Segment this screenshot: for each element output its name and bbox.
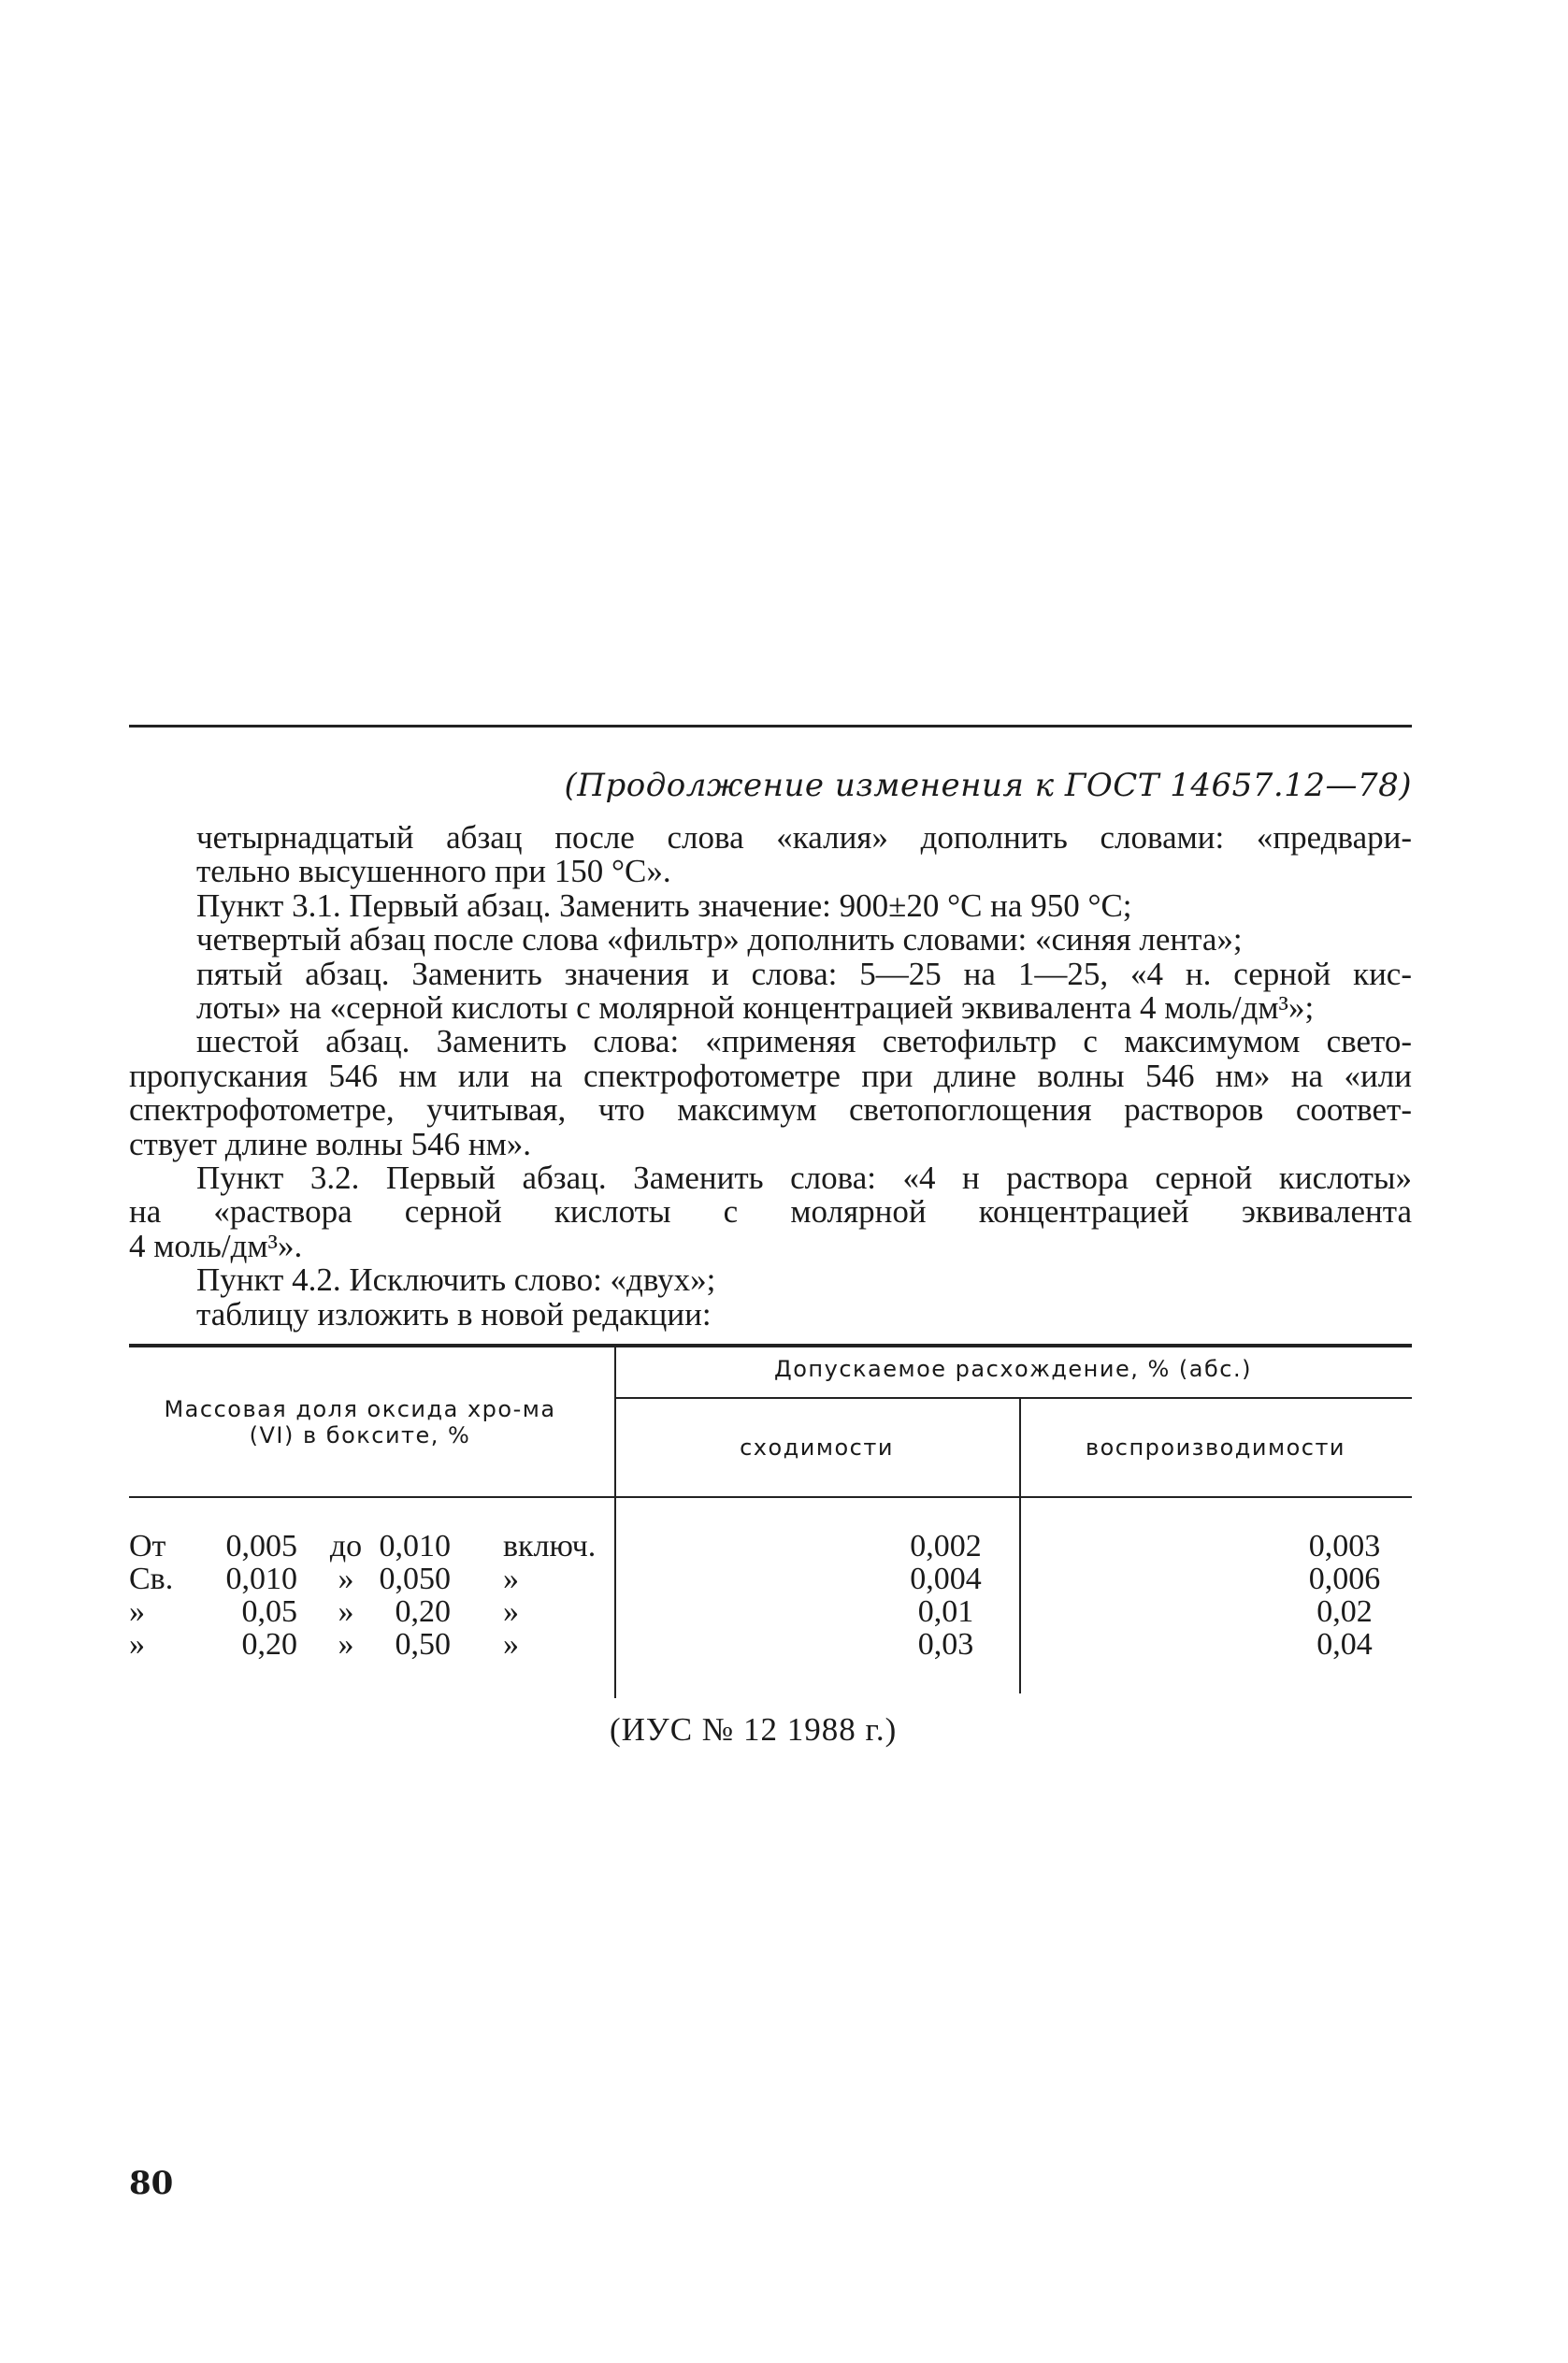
range-to: 0,20 (395, 1594, 451, 1629)
table-body (129, 1530, 1412, 1661)
range-prefix: От (129, 1529, 166, 1563)
range-prefix: » (129, 1627, 145, 1662)
text-line: на «раствора серной кислоты с молярной концентрацией эквивалента (129, 1193, 1412, 1231)
range-from: 0,005 (225, 1529, 297, 1563)
range-prefix: Св. (129, 1562, 174, 1596)
table-row (129, 1595, 1412, 1628)
range-connector: » (338, 1627, 354, 1662)
text-line: Пункт 3.2. Первый абзац. Заменить слова: «4 н раствора серной кислоты» (196, 1160, 1412, 1197)
range-suffix: » (503, 1627, 519, 1662)
source-reference: (ИУС № 12 1988 г.) (610, 1711, 898, 1748)
table-row (129, 1563, 1412, 1595)
range-prefix: » (129, 1594, 145, 1629)
paragraph-5 (129, 1025, 1412, 1161)
column-header-convergence: сходимости (740, 1434, 894, 1461)
reproducibility-value: 0,04 (1316, 1627, 1373, 1662)
text-line: 4 моль/дм³». (129, 1227, 303, 1264)
range-from: 0,010 (225, 1562, 297, 1596)
paragraph-7 (129, 1263, 1412, 1297)
text-line: четвертый абзац после слова «фильтр» дополнить словами: «синяя лента»; (196, 921, 1243, 958)
table-top-rule (129, 1344, 1412, 1347)
page-header: (Продолжение изменения к ГОСТ 14657.12—78) (564, 767, 1412, 804)
range-from: 0,05 (241, 1594, 297, 1629)
text-line: лоты» на «серной кислоты с молярной концентрацией эквивалента 4 моль/дм³»; (196, 989, 1315, 1027)
text-line: шестой абзац. Заменить слова: «применяя светофильтр с максимумом свето- (196, 1023, 1412, 1060)
range-from: 0,20 (241, 1627, 297, 1662)
paragraph-1 (129, 821, 1412, 889)
convergence-value: 0,004 (910, 1562, 982, 1596)
text-line: четырнадцатый абзац после слова «калия» дополнить словами: «предвари- (196, 819, 1412, 856)
top-rule (129, 725, 1412, 728)
range-suffix: » (503, 1594, 519, 1629)
text-line: Пункт 4.2. Исключить слово: «двух»; (196, 1261, 716, 1299)
text-line: пятый абзац. Заменить значения и слова: 5—25 на 1—25, «4 н. серной кис- (196, 955, 1412, 992)
paragraph-4 (129, 955, 1412, 1027)
paragraph-2 (129, 886, 1412, 924)
column-header-reproducibility: воспроизводимости (1085, 1434, 1346, 1461)
convergence-value: 0,03 (917, 1627, 974, 1662)
table-subheader-rule (614, 1397, 1412, 1399)
range-connector: до (329, 1529, 363, 1563)
reproducibility-value: 0,02 (1316, 1594, 1373, 1629)
convergence-value: 0,002 (910, 1529, 982, 1563)
range-suffix: включ. (503, 1529, 597, 1563)
range-connector: » (338, 1594, 354, 1629)
text-line: ствует длине волны 546 нм». (129, 1125, 531, 1162)
text-line: Пункт 3.1. Первый абзац. Заменить значение: 900±20 °С на 950 °С; (196, 886, 1132, 924)
text-line: таблицу изложить в новой редакции: (196, 1295, 712, 1333)
range-to: 0,010 (379, 1529, 451, 1563)
reproducibility-value: 0,003 (1308, 1529, 1381, 1563)
page-number: 80 (129, 2165, 174, 2202)
convergence-value: 0,01 (917, 1594, 974, 1629)
text-line: спектрофотометре, учитывая, что максимум светопоглощения растворов соответ- (129, 1091, 1412, 1129)
table-row (129, 1530, 1412, 1563)
column-header-mass-fraction: Массовая доля оксида хро-ма (VI) в боксите, % (164, 1396, 556, 1448)
paragraph-8 (129, 1295, 1412, 1333)
paragraph-3 (129, 923, 1412, 957)
paragraph-6 (129, 1161, 1412, 1263)
reproducibility-value: 0,006 (1308, 1562, 1381, 1596)
range-suffix: » (503, 1562, 519, 1596)
text-line: тельно высушенного при 150 °С». (196, 853, 671, 890)
range-connector: » (338, 1562, 354, 1596)
table-header-rule (129, 1496, 1412, 1498)
range-to: 0,50 (395, 1627, 451, 1662)
table-row (129, 1628, 1412, 1661)
text-line: пропускания 546 нм или на спектрофотометре при длине волны 546 нм» на «или (129, 1057, 1412, 1094)
range-to: 0,050 (379, 1562, 451, 1596)
amendment-text (129, 821, 1412, 1332)
column-group-header: Допускаемое расхождение, % (абс.) (774, 1356, 1252, 1382)
